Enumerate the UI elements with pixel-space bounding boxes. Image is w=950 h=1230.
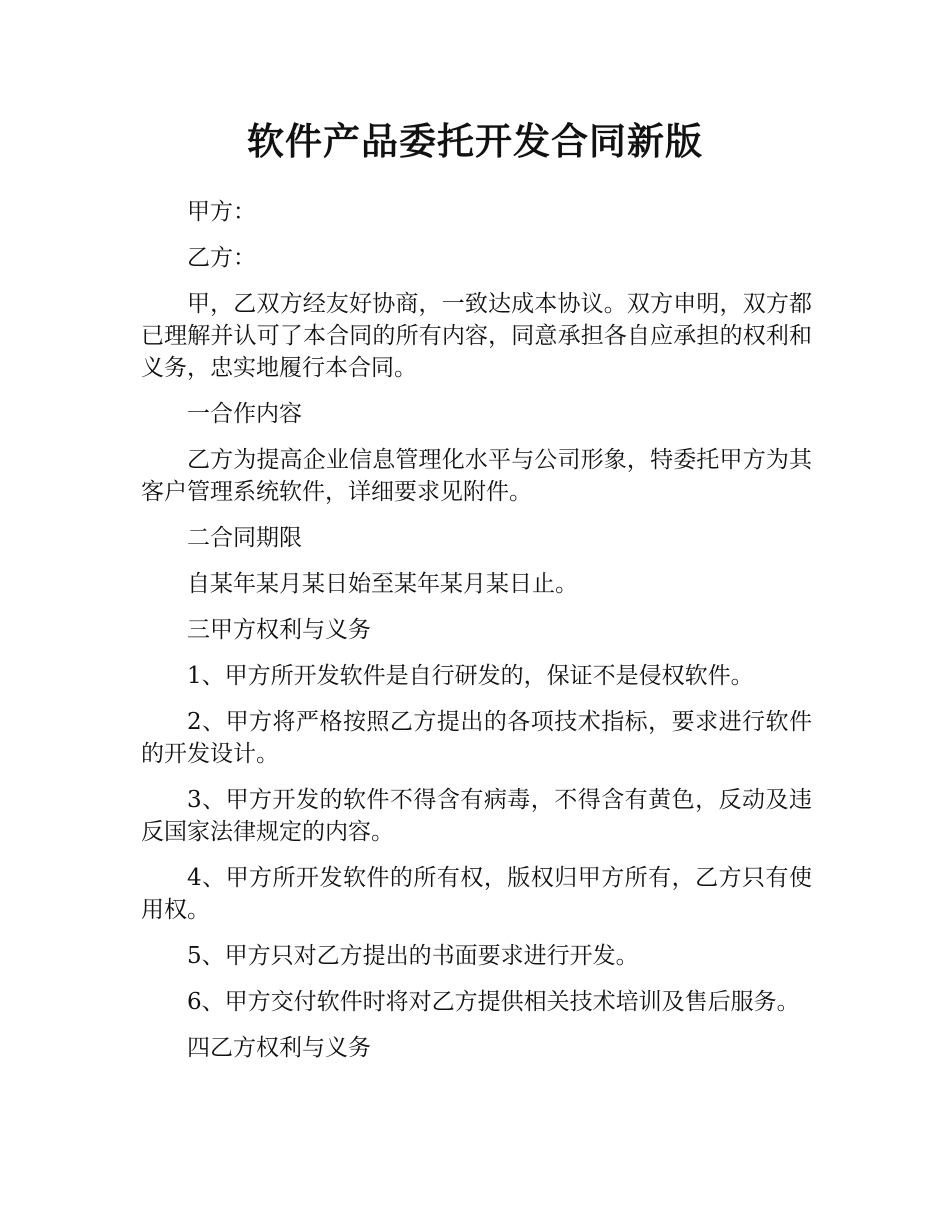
party-a-clause-5: 5、甲方只对乙方提出的书面要求进行开发。 [187,943,639,969]
party-a-clause-4: 4、甲方所开发软件的所有权，版权归甲方所有，乙方只有使用权。 [141,865,812,923]
cooperation-paragraph: 乙方为提高企业信息管理化水平与公司形象，特委托甲方为其客户管理系统软件，详细要求见附件。 [141,447,812,505]
section-heading-party-b-rights: 四乙方权利与义务 [187,1035,371,1061]
section-heading-party-a-rights: 三甲方权利与义务 [187,617,371,643]
party-a-clause-3: 3、甲方开发的软件不得含有病毒，不得含有黄色，反动及违反国家法律规定的内容。 [141,787,812,845]
section-heading-cooperation: 一合作内容 [187,401,302,427]
party-b-line: 乙方： [187,245,256,271]
party-a-clause-6: 6、甲方交付软件时将对乙方提供相关技术培训及售后服务。 [187,989,800,1015]
party-a-clause-2: 2、甲方将严格按照乙方提出的各项技术指标，要求进行软件的开发设计。 [141,709,812,767]
document-title: 软件产品委托开发合同新版 [247,120,703,163]
party-a-clause-1: 1、甲方所开发软件是自行研发的，保证不是侵权软件。 [187,663,754,689]
term-paragraph: 自某年某月某日始至某年某月某日止。 [187,571,578,597]
section-heading-term: 二合同期限 [187,525,302,551]
preamble-paragraph: 甲，乙双方经友好协商，一致达成本协议。双方申明，双方都已理解并认可了本合同的所有内容，同意承担各自应承担的权利和义务，忠实地履行本合同。 [141,291,812,381]
party-a-line: 甲方： [187,199,256,225]
document-body [141,196,812,1078]
